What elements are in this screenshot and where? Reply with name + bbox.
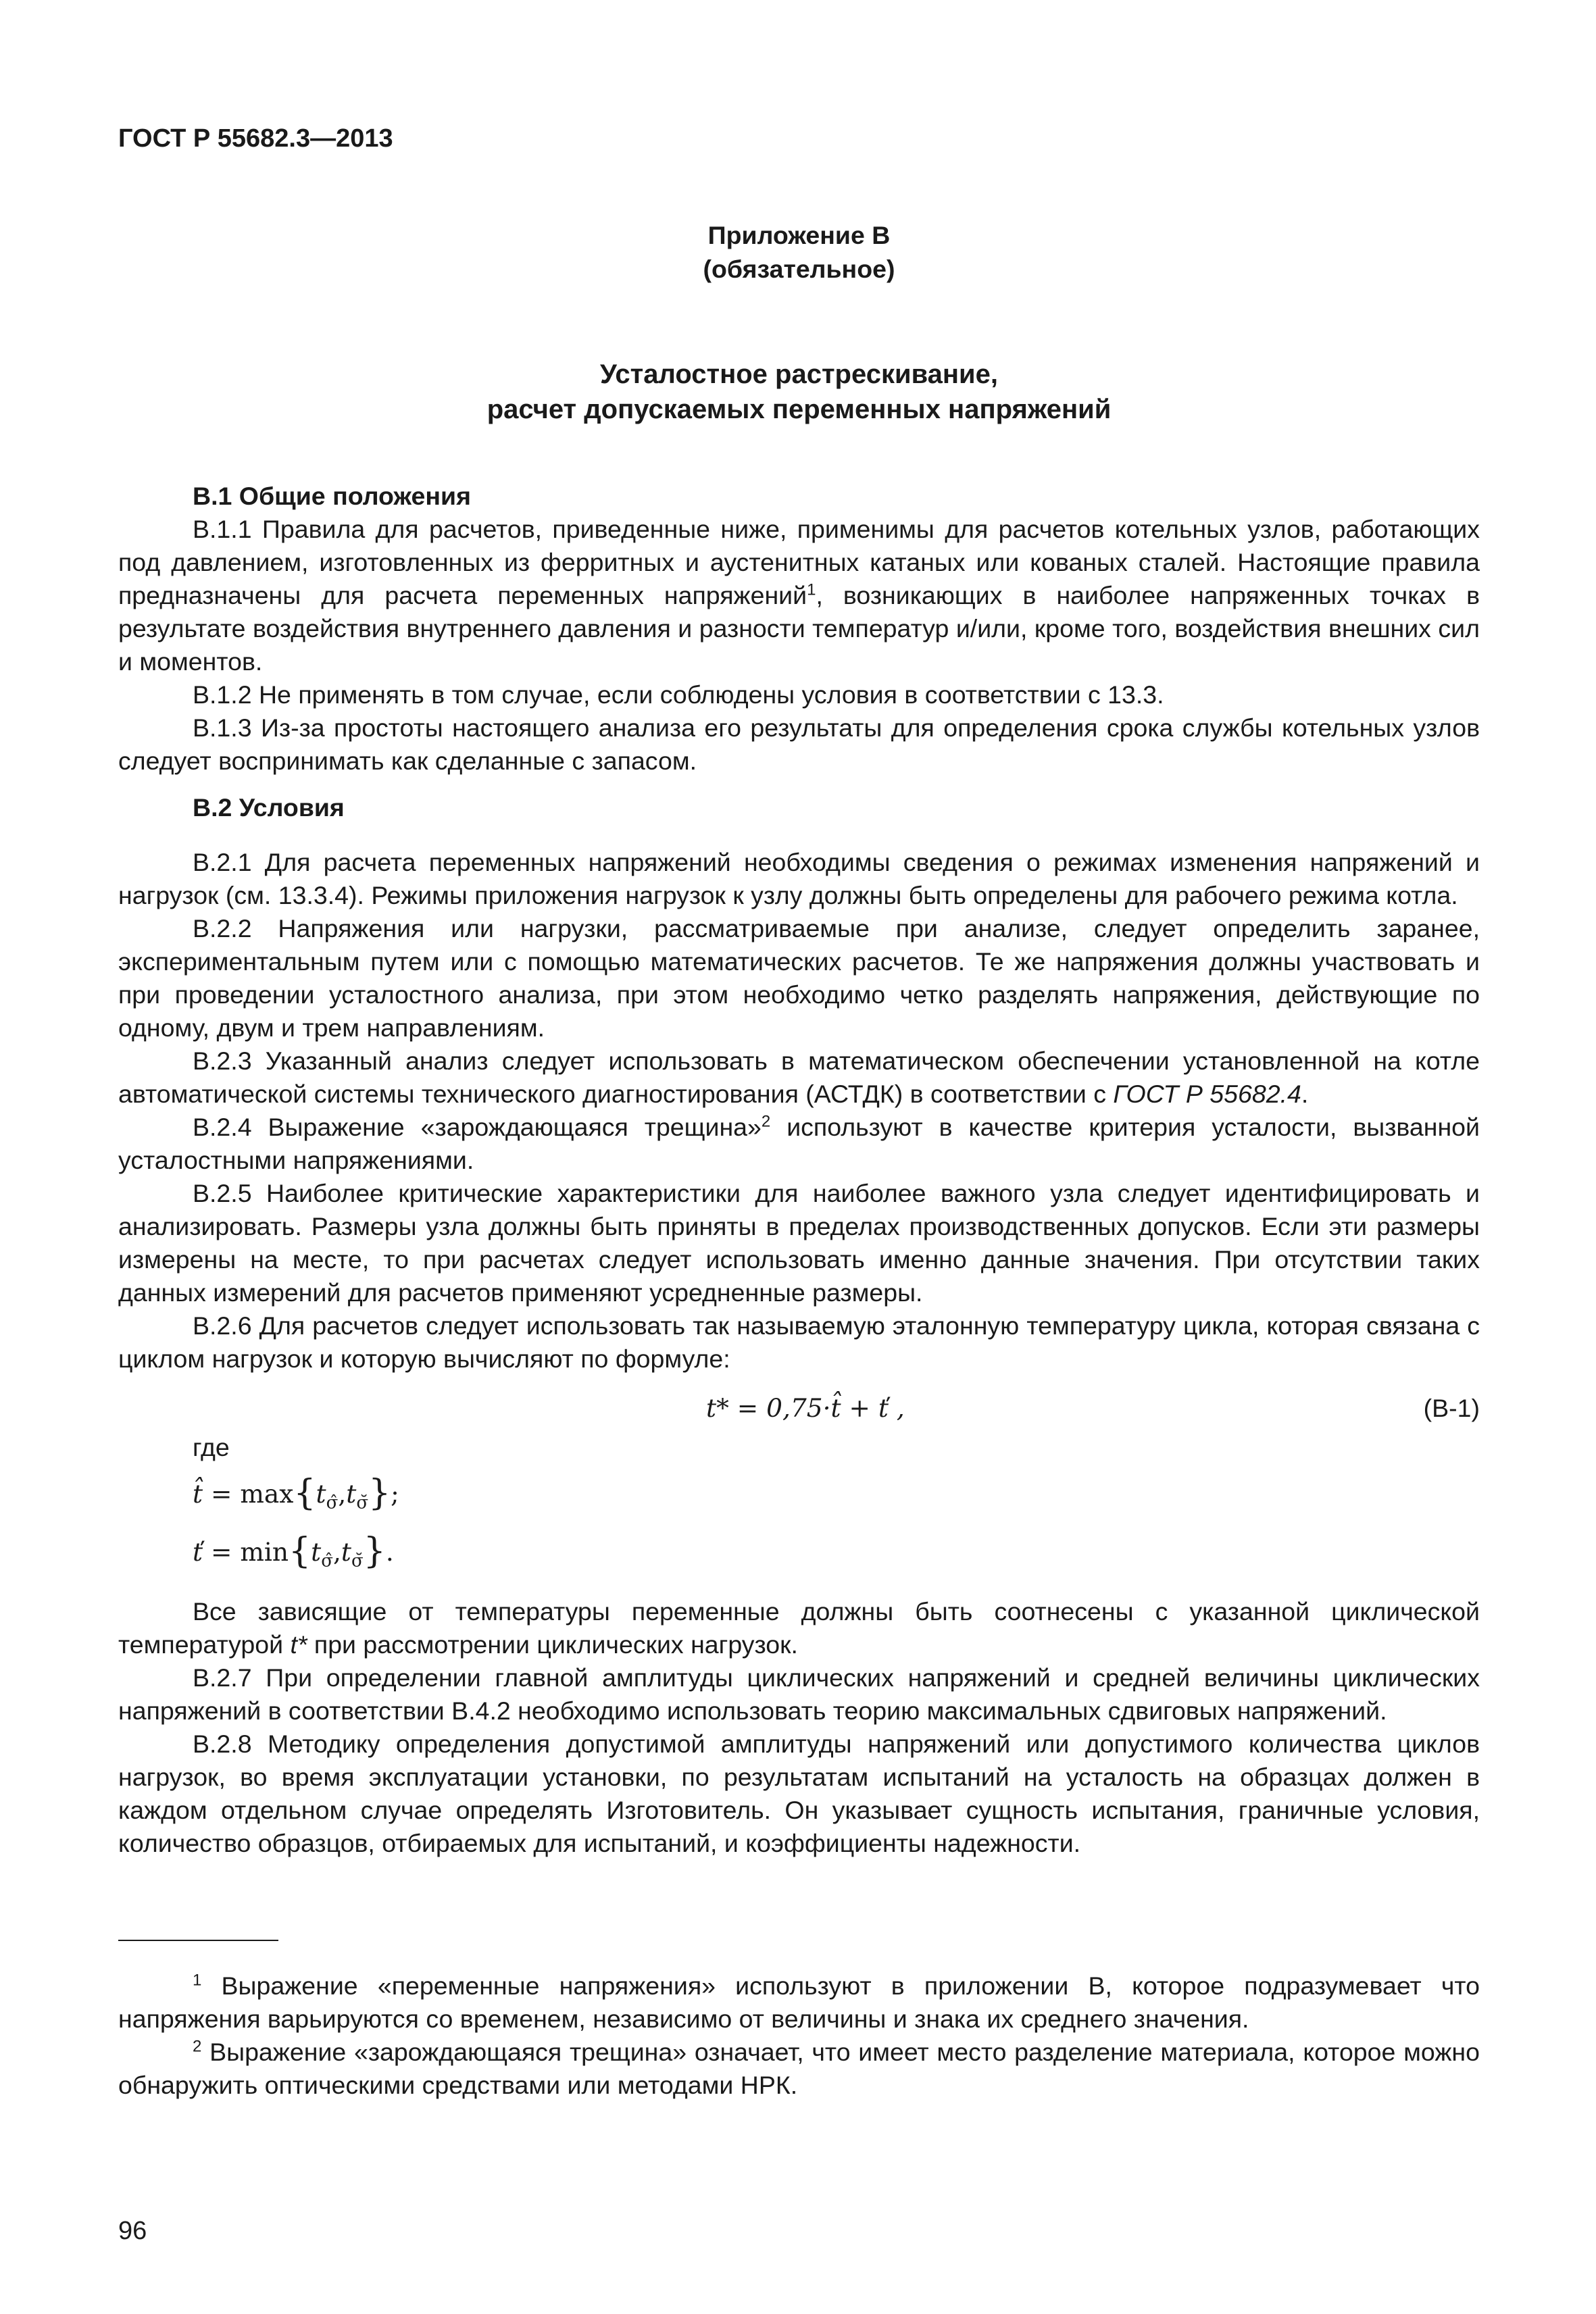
paragraph-b-2-3: В.2.3 Указанный анализ следует использовать в математическом обеспечении установленной на котле автоматической системы технического диагностирования (АСТДК) в соответствии с ГОСТ Р 55682.4.: [118, 1047, 1480, 1108]
footnote-1: $^1$ Выражение «переменные напряжения» используют в приложении В, которое подразумевает что напряжения варьируются со временем, независимо от величины и знака их среднего значения.: [118, 1971, 1480, 2033]
section-heading-b1: В.1 Общие положения: [193, 482, 471, 510]
formula-b-1: [118, 1388, 1480, 1430]
standard-reference: ГОСТ Р 55682.4: [1113, 1080, 1301, 1108]
formula-expression: t* = 0,75·t̂ + ť ,: [706, 1393, 905, 1423]
main-title-line-1: Усталостное растрескивание,: [600, 359, 998, 389]
footnote-ref-1: 1: [807, 580, 816, 599]
footnote-divider: [118, 1940, 278, 1941]
paragraph-b-2-4: В.2.4 Выражение «зарождающаяся трещина»$^2$ используют в качестве критерия усталости, вызванной усталостными напряжениями.: [118, 1112, 1480, 1174]
definition-t-hat: t̂ = $\max\{t_{\sigmâ},t_{\sigmă}\}$;: [193, 1473, 399, 1513]
paragraph-cyclic-temperature: Все зависящие от температуры переменные должны быть соотнесены с указанной циклической температурой t* при рассмотрении циклических нагрузок.: [118, 1597, 1480, 1659]
section-heading-b2: В.2 Условия: [193, 793, 345, 822]
paragraph-b-1-1: В.1.1 Правила для расчетов, приведенные ниже, применимы для расчетов котельных узлов, работающих под давлением, изготовленных из ферритных и аустенитных катаных или кованых сталей. Настоящие правила предназначены для расчета переменных напряжений$^1$, возникающих в наиболее напряженных точках в результате воздействия внутреннего давления и разности температур и/или, кроме того, воздействия внешних сил и моментов.: [118, 515, 1480, 676]
annex-label: Приложение В: [707, 221, 891, 249]
paragraph-b-1-3: В.1.3 Из-за простоты настоящего анализа его результаты для определения срока службы котельных узлов следует воспринимать как сделанные с запасом.: [118, 713, 1480, 775]
definition-t-breve: ť = $\min\{t_{\sigmâ},t_{\sigmă}\}$.: [193, 1531, 394, 1571]
where-label: где: [193, 1433, 230, 1461]
main-title-line-2: расчет допускаемых переменных напряжений: [487, 395, 1112, 424]
annex-status: (обязательное): [703, 255, 895, 283]
annex-title: [118, 218, 1480, 286]
footnote-2: $^2$ Выражение «зарождающаяся трещина» означает, что имеет место разделение материала, которое можно обнаружить оптическими средствами или методами НРК.: [118, 2037, 1480, 2099]
footnote-ref-2: 2: [761, 1112, 771, 1131]
paragraph-b-2-1: В.2.1 Для расчета переменных напряжений необходимы сведения о режимах изменения напряжений и нагрузок (см. 13.3.4). Режимы приложения нагрузок к узлу должны быть определены для рабочего режима котла.: [118, 848, 1480, 909]
paragraph-b-2-2: В.2.2 Напряжения или нагрузки, рассматриваемые при анализе, следует определить заранее, экспериментальным путем или с помощью математических расчетов. Те же напряжения должны участвовать и при проведении усталостного анализа, при этом необходимо четко разделять напряжения, действующие по одному, двум и трем направлениям.: [118, 914, 1480, 1042]
page-number: 96: [118, 2217, 147, 2245]
paragraph-b-2-7: В.2.7 При определении главной амплитуды циклических напряжений и средней величины циклических напряжений в соответствии В.4.2 необходимо использовать теорию максимальных сдвиговых напряжений.: [118, 1663, 1480, 1725]
main-title: [118, 357, 1480, 427]
formula-number: (В-1): [1423, 1394, 1480, 1422]
paragraph-b-2-5: В.2.5 Наиболее критические характеристики для наиболее важного узла следует идентифицировать и анализировать. Размеры узла должны быть приняты в пределах производственных допусков. Если эти размеры измерены на месте, то при расчетах следует использовать именно данные значения. При отсутствии таких данных измерений для расчетов применяют усредненные размеры.: [118, 1179, 1480, 1307]
paragraph-b-2-8: В.2.8 Методику определения допустимой амплитуды напряжений или допустимого количества циклов нагрузок, во время эксплуатации установки, по результатам испытаний на усталость на образцах должен в каждом отдельном случае определять Изготовитель. Он указывает сущность испытания, граничные условия, количество образцов, отбираемых для испытаний, и коэффициенты надежности.: [118, 1730, 1480, 1857]
paragraph-b-1-2: В.1.2 Не применять в том случае, если соблюдены условия в соответствии с 13.3.: [193, 680, 1164, 709]
paragraph-b-2-6: В.2.6 Для расчетов следует использовать так называемую эталонную температуру цикла, которая связана с циклом нагрузок и которую вычисляют по формуле:: [118, 1311, 1480, 1373]
footnotes: [118, 1969, 1480, 2102]
document-code: ГОСТ Р 55682.3—2013: [118, 124, 393, 153]
